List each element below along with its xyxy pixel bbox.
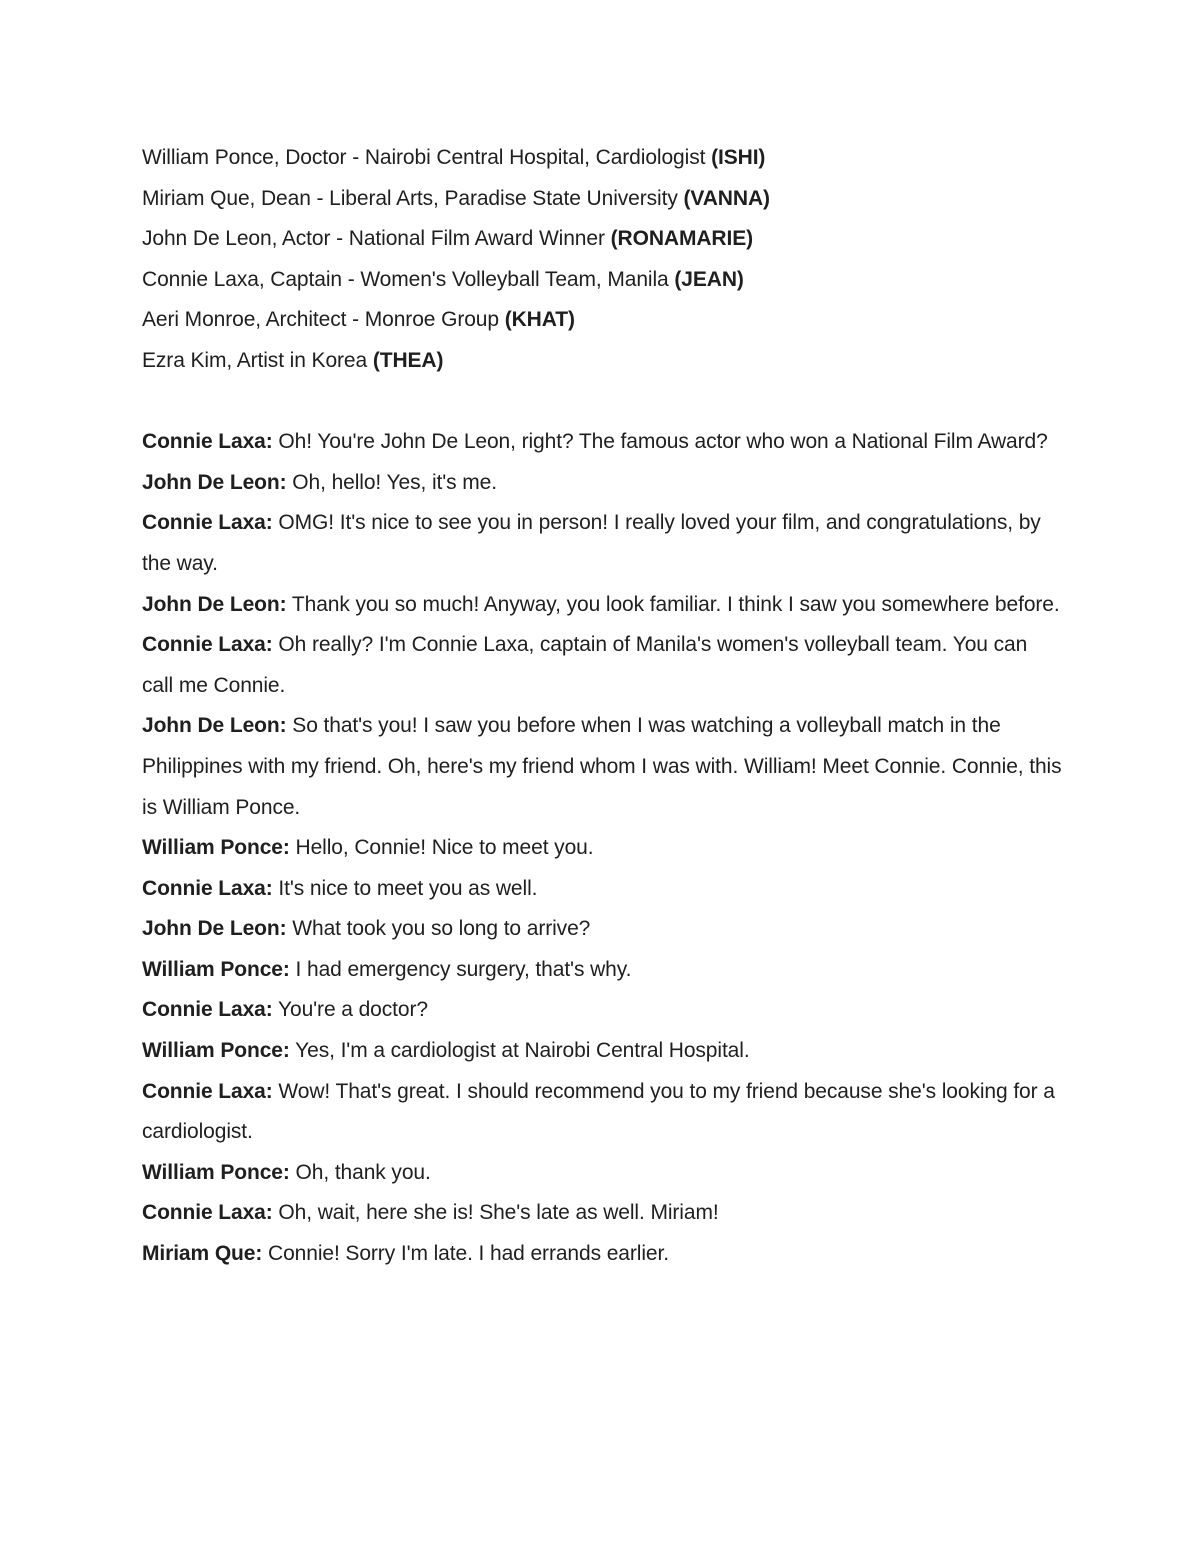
cast-list: [142, 138, 1062, 382]
dialogue-text: What took you so long to arrive?: [292, 917, 591, 941]
dialogue-text: Connie! Sorry I'm late. I had errands earlier.: [268, 1242, 669, 1266]
dialogue-line: [142, 1072, 1062, 1153]
dialogue-line: [142, 1031, 1062, 1072]
cast-actor: (THEA): [372, 348, 444, 372]
dialogue-text: Thank you so much! Anyway, you look familiar. I think I saw you somewhere before.: [291, 592, 1060, 616]
speaker-name: John De Leon:: [142, 714, 287, 738]
dialogue-text: OMG! It's nice to see you in person! I really loved your film, and congratulations, by the way.: [142, 511, 1041, 575]
speaker-name: Miriam Que:: [142, 1242, 263, 1266]
cast-role: Ezra Kim, Artist in Korea: [142, 348, 368, 372]
cast-role: John De Leon, Actor - National Film Award Winner: [142, 227, 605, 251]
speaker-name: John De Leon:: [142, 470, 287, 494]
dialogue-text: Yes, I'm a cardiologist at Nairobi Central Hospital.: [295, 1039, 750, 1063]
dialogue-text: You're a doctor?: [278, 998, 428, 1022]
dialogue-text: Oh really? I'm Connie Laxa, captain of Manila's women's volleyball team. You can call me Connie.: [142, 633, 1028, 697]
dialogue-line: [142, 909, 1062, 950]
cast-actor: (VANNA): [683, 186, 770, 210]
speaker-name: John De Leon:: [142, 592, 287, 616]
dialogue-text: Oh! You're John De Leon, right? The famous actor who won a National Film Award?: [278, 430, 1048, 454]
dialogue-line: [142, 585, 1062, 626]
dialogue-text: Wow! That's great. I should recommend you to my friend because she's looking for a cardiologist.: [142, 1079, 1055, 1144]
dialogue-line: [142, 1153, 1062, 1194]
speaker-name: William Ponce:: [142, 957, 290, 981]
speaker-name: William Ponce:: [142, 1039, 290, 1063]
dialogue-line: [142, 1234, 1062, 1275]
dialogue-line: [142, 828, 1062, 869]
dialogue-line: [142, 1193, 1062, 1234]
dialogue-line: [142, 990, 1062, 1031]
cast-entry: [142, 179, 1062, 220]
dialogue-line: [142, 625, 1062, 706]
cast-entry: [142, 219, 1062, 260]
dialogue-script: [142, 422, 1062, 1274]
dialogue-text: Hello, Connie! Nice to meet you.: [295, 836, 594, 860]
dialogue-line: [142, 422, 1062, 463]
dialogue-line: [142, 950, 1062, 991]
dialogue-text: It's nice to meet you as well.: [278, 876, 538, 900]
speaker-name: William Ponce:: [142, 1160, 290, 1184]
cast-actor: (ISHI): [711, 146, 766, 169]
cast-entry: [142, 260, 1062, 301]
dialogue-line: [142, 869, 1062, 910]
cast-actor: (JEAN): [674, 267, 744, 291]
speaker-name: Connie Laxa:: [142, 511, 273, 535]
speaker-name: John De Leon:: [142, 917, 287, 941]
cast-role: Miriam Que, Dean - Liberal Arts, Paradise State University: [142, 186, 678, 210]
cast-role: William Ponce, Doctor - Nairobi Central Hospital, Cardiologist: [142, 146, 706, 169]
dialogue-text: Oh, thank you.: [295, 1160, 431, 1184]
speaker-name: Connie Laxa:: [142, 1079, 273, 1103]
document-body: [142, 138, 1062, 1275]
dialogue-text: Oh, hello! Yes, it's me.: [292, 470, 498, 494]
dialogue-text: Oh, wait, here she is! She's late as well. Miriam!: [278, 1201, 719, 1225]
speaker-name: Connie Laxa:: [142, 876, 273, 900]
dialogue-text: So that's you! I saw you before when I was watching a volleyball match in the Philippines with my friend. Oh, here's my friend whom I was with. William! Meet Connie. Connie, this is William Ponce.: [142, 714, 1062, 819]
cast-actor: (KHAT): [504, 308, 575, 332]
cast-role: Aeri Monroe, Architect - Monroe Group: [142, 308, 499, 332]
section-gap: [142, 382, 1062, 423]
cast-entry: [142, 138, 1062, 179]
dialogue-line: [142, 706, 1062, 828]
dialogue-line: [142, 503, 1062, 584]
speaker-name: William Ponce:: [142, 836, 290, 860]
dialogue-line: [142, 463, 1062, 504]
cast-entry: [142, 300, 1062, 341]
speaker-name: Connie Laxa:: [142, 1201, 273, 1225]
cast-entry: [142, 341, 1062, 382]
speaker-name: Connie Laxa:: [142, 998, 273, 1022]
cast-actor: (RONAMARIE): [610, 227, 754, 251]
cast-role: Connie Laxa, Captain - Women's Volleyball Team, Manila: [142, 267, 669, 291]
speaker-name: Connie Laxa:: [142, 633, 273, 657]
speaker-name: Connie Laxa:: [142, 430, 273, 454]
dialogue-text: I had emergency surgery, that's why.: [295, 957, 632, 981]
